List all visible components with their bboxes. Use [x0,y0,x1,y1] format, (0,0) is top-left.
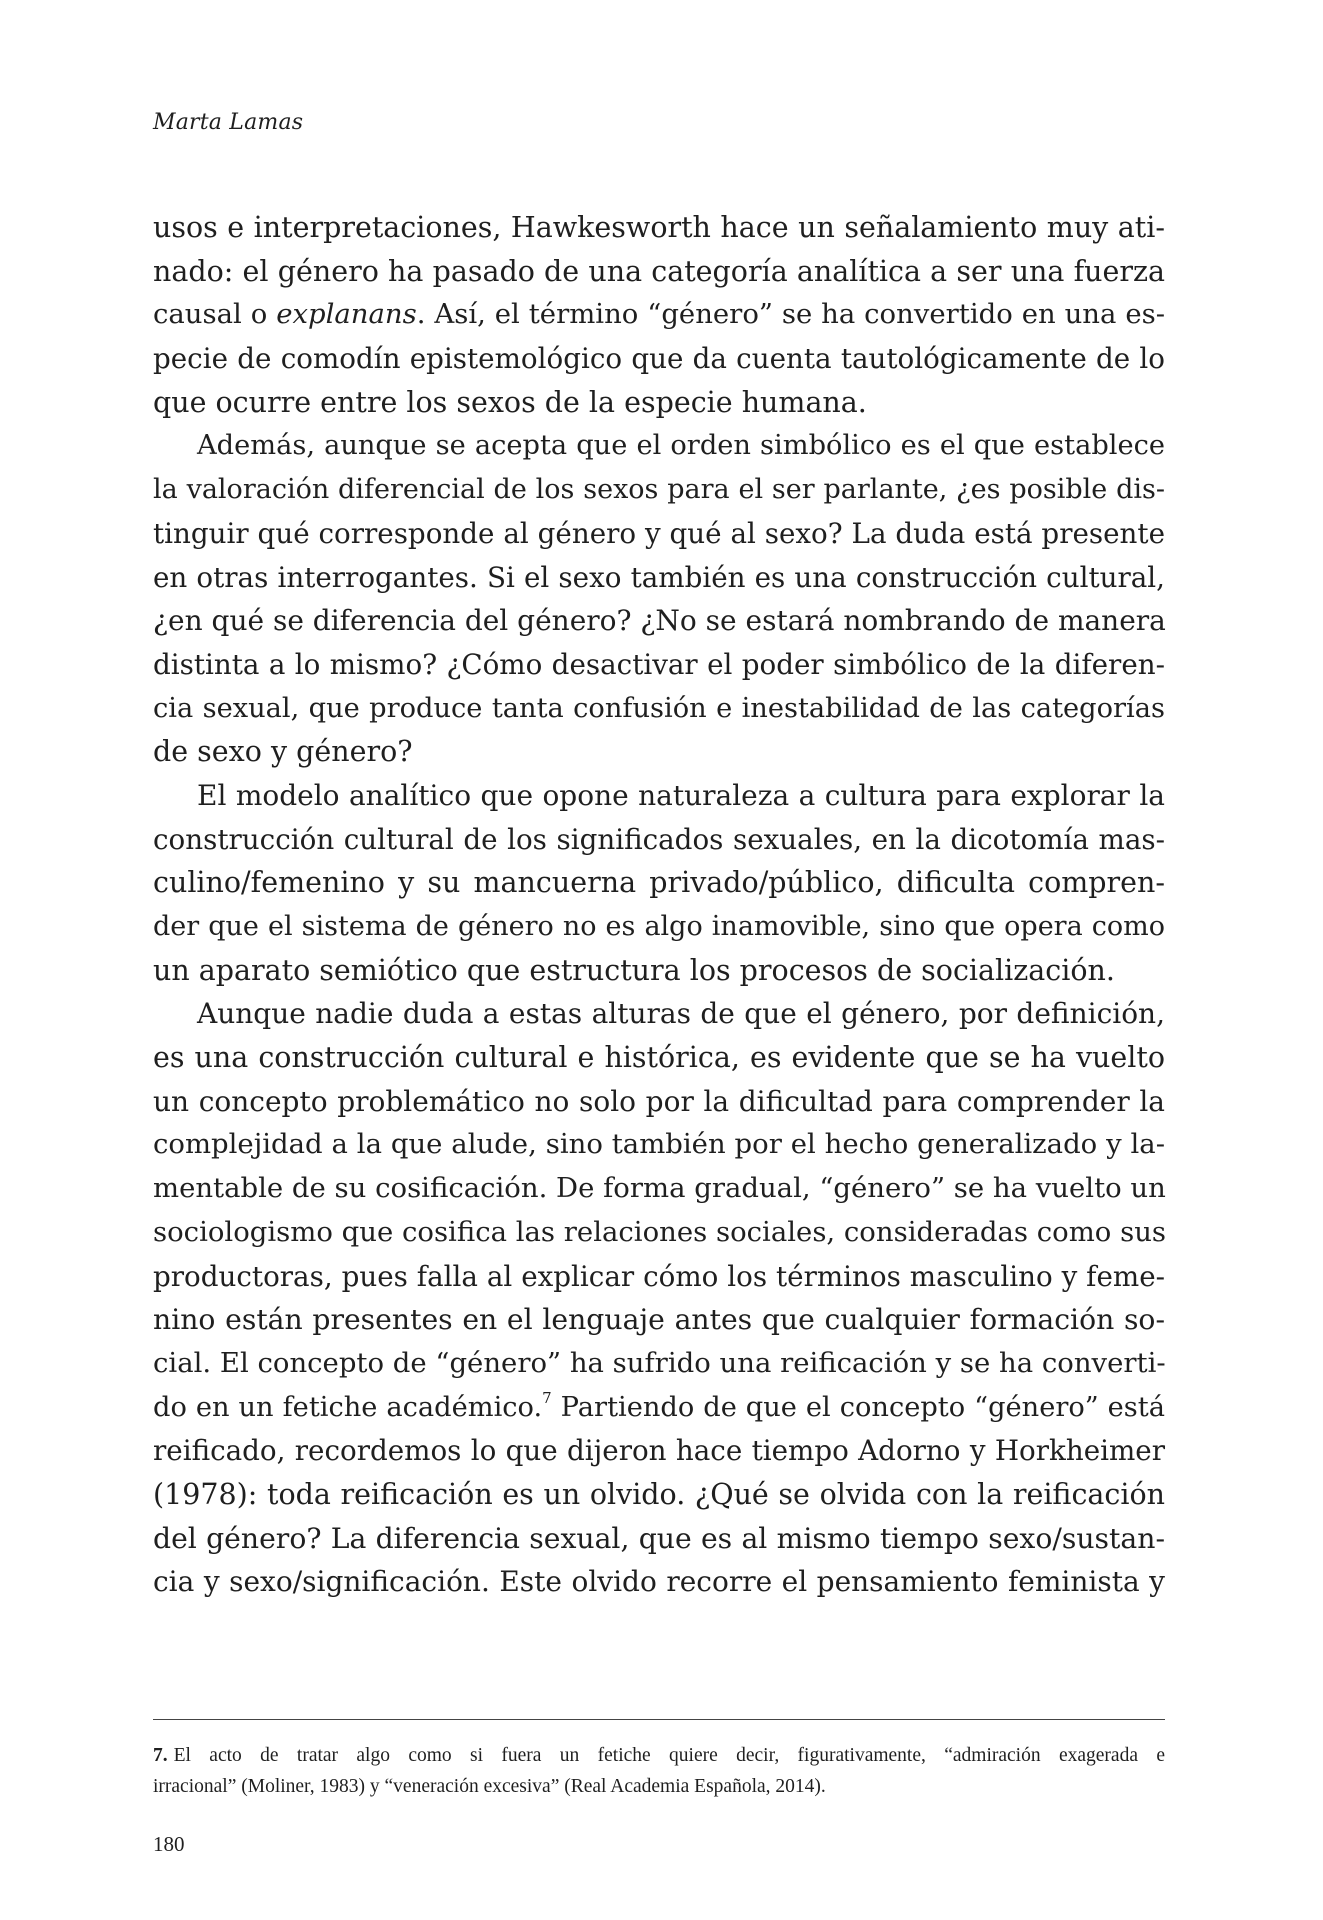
text-line: nado: el género ha pasado de una categoría analítica a ser una fuerza [153,254,1165,288]
paragraph-2 [153,424,1165,774]
text-line: de sexo y género? [153,735,413,769]
text-line: causal o explanans. Así, el término “género” se ha convertido en una es- [153,298,1165,331]
text-line: reificado, recordemos lo que dijeron hace tiempo Adorno y Horkheimer [153,1434,1165,1468]
text-line: construcción cultural de los significados sexuales, en la dicotomía mas- [153,822,1165,856]
footnote-reference: 7 [542,1388,552,1407]
text-line: es una construcción cultural e histórica, es evidente que se ha vuelto [153,1041,1165,1075]
text-line: cia y sexo/significación. Este olvido recorre el pensamiento feminista y [153,1565,1165,1599]
text-line: que ocurre entre los sexos de la especie humana. [153,385,867,419]
text-line: der que el sistema de género no es algo inamovible, sino que opera como [153,911,1165,942]
page-number: 180 [153,1832,185,1856]
text-line: nino están presentes en el lenguaje antes que cualquier formación so- [153,1303,1165,1337]
text-line: Además, aunque se acepta que el orden simbólico es el que establece [197,430,1165,462]
text-line: un aparato semiótico que estructura los procesos de socialización. [153,953,1115,987]
footnote-divider [153,1719,1165,1720]
footnote-number: 7. [153,1745,168,1766]
text-line: del género? La diferencia sexual, que es al mismo tiempo sexo/sustan- [153,1521,1165,1555]
text-line: distinta a lo mismo? ¿Cómo desactivar el poder simbólico de la diferen- [153,647,1165,681]
text-line: culino/femenino y su mancuerna privado/público, dificulta compren- [153,866,1165,900]
text-line: cia sexual, que produce tanta confusión e inestabilidad de las categorías [153,692,1165,724]
text-line: Aunque nadie duda a estas alturas de que el género, por definición, [197,997,1165,1031]
text-line: (1978): toda reificación es un olvido. ¿Qué se olvida con la reificación [153,1477,1165,1511]
text-line: sociologismo que cosifica las relaciones sociales, consideradas como sus [153,1215,1167,1248]
text-line: la valoración diferencial de los sexos para el ser parlante, ¿es posible dis- [153,474,1165,506]
text-line: do en un fetiche académico.$^7$ Partiendo de que el concepto “género” está [153,1388,1165,1423]
text-line: productoras, pues falla al explicar cómo los términos masculino y feme- [153,1259,1165,1293]
text-line: cial. El concepto de “género” ha sufrido una reificación y se ha converti- [153,1346,1166,1379]
paragraph-1 [153,206,1165,424]
paragraph-3 [153,774,1165,992]
text-line: tinguir qué corresponde al género y qué al sexo? La duda está presente [153,516,1165,550]
body-text [153,206,1165,1604]
text-line: complejidad a la que alude, sino también por el hecho generalizado y la- [153,1128,1165,1161]
footnote-line: 7. El acto de tratar algo como si fuera un fetiche quiere decir, figurativamente, “admiración exagerada e [153,1745,1165,1766]
text-line: pecie de comodín epistemológico que da cuenta tautológicamente de lo [153,342,1165,376]
text-line: un concepto problemático no solo por la dificultad para comprender la [153,1084,1165,1118]
footnote [153,1740,1165,1802]
text-line: ¿en qué se diferencia del género? ¿No se estará nombrando de manera [153,604,1166,638]
text-line: El modelo analítico que opone naturaleza a cultura para explorar la [197,778,1165,812]
text-line: usos e interpretaciones, Hawkesworth hace un señalamiento muy ati- [153,211,1165,244]
text-line: mentable de su cosificación. De forma gradual, “género” se ha vuelto un [153,1172,1166,1205]
paragraph-4 [153,992,1165,1604]
text-line: en otras interrogantes. Si el sexo también es una construcción cultural, [153,560,1165,594]
running-head: Marta Lamas [153,110,304,135]
italic-term: explanans [276,298,417,331]
footnote-line: irracional” (Moliner, 1983) y “veneración excesiva” (Real Academia Española, 2014). [153,1776,826,1797]
